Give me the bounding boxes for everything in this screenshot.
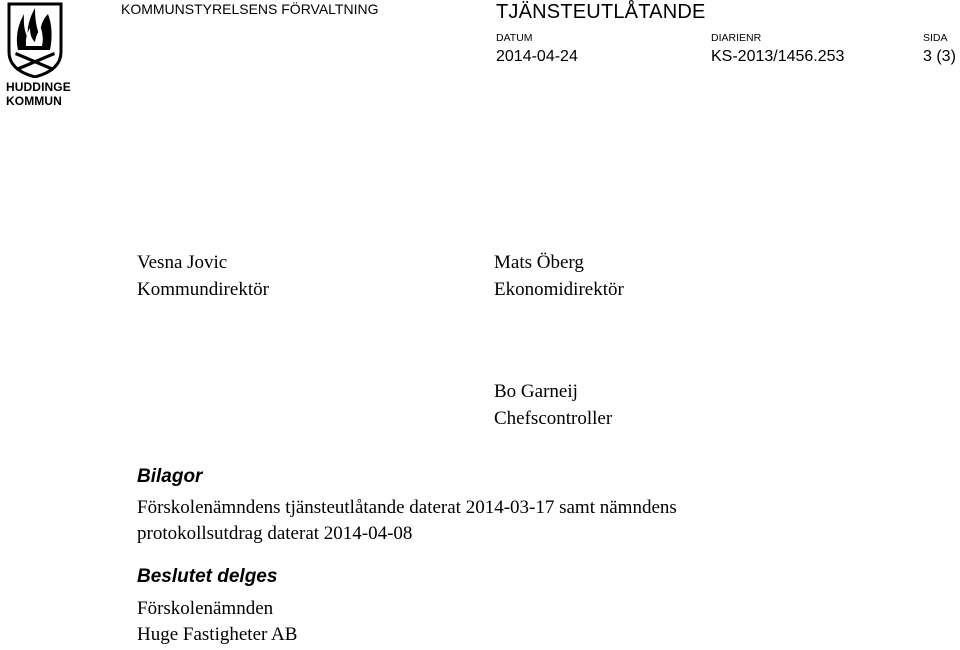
signature-block <box>494 249 624 303</box>
distribution-heading: Beslutet delges <box>137 566 278 587</box>
attachment-line: protokollsutdrag daterat 2014-04-08 <box>137 523 413 544</box>
signature-block <box>494 378 612 432</box>
page-value: 3 (3) <box>923 48 956 65</box>
date-label: DATUM <box>496 32 533 44</box>
recipient-item: Förskolenämnden <box>137 598 274 619</box>
signatory-name: Bo Garneij <box>494 381 578 402</box>
recipient-list <box>137 596 297 648</box>
document-type: TJÄNSTEUTLÅTANDE <box>496 1 706 23</box>
reference-value: KS-2013/1456.253 <box>711 48 845 65</box>
signatory-title: Kommundirektör <box>137 279 269 300</box>
crest-icon <box>6 2 64 78</box>
reference-label: DIARIENR <box>711 32 762 44</box>
attachments-list <box>137 495 677 547</box>
logo-text-line1: HUDDINGE <box>6 80 71 94</box>
attachment-line: Förskolenämndens tjänsteutlåtande daterat 2014-03-17 samt nämndens <box>137 497 677 518</box>
attachments-heading: Bilagor <box>137 466 203 487</box>
department-name: KOMMUNSTYRELSENS FÖRVALTNING <box>121 1 379 17</box>
date-value: 2014-04-24 <box>496 48 578 65</box>
page-label: SIDA <box>923 32 948 44</box>
signatory-title: Chefscontroller <box>494 408 613 429</box>
recipient-item: Huge Fastigheter AB <box>137 624 298 645</box>
signatory-name: Vesna Jovic <box>137 252 228 273</box>
logo-text-line2: KOMMUN <box>6 94 62 108</box>
municipality-logo <box>6 2 71 108</box>
signature-block <box>137 249 269 303</box>
signatory-name: Mats Öberg <box>494 252 584 273</box>
signatory-title: Ekonomidirektör <box>494 279 624 300</box>
